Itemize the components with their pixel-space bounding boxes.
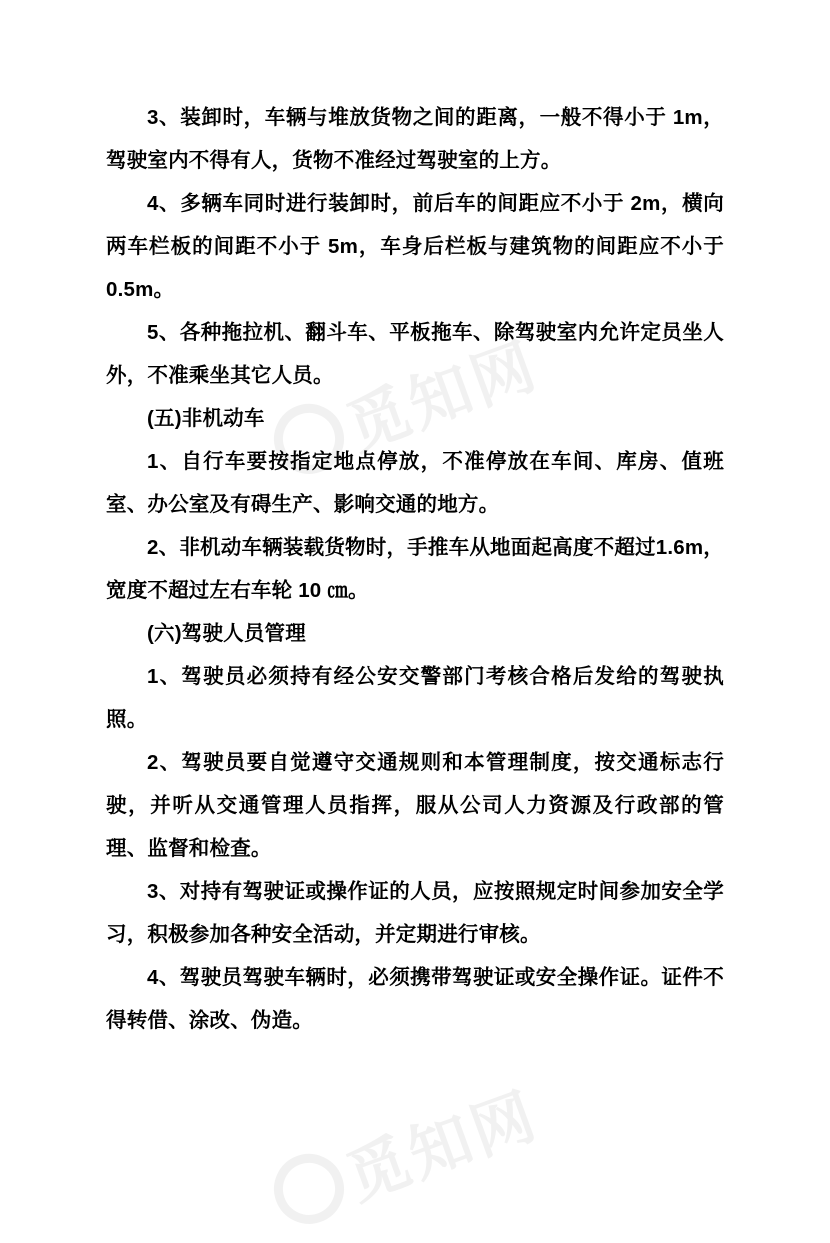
document-text-body	[106, 96, 724, 1042]
paragraph: 4、多辆车同时进行装卸时，前后车的间距应不小于 2m，横向两车栏板的间距不小于 5m，车身后栏板与建筑物的间距应不小于 0.5m。	[106, 192, 724, 301]
paragraph: 5、各种拖拉机、翻斗车、平板拖车、除驾驶室内允许定员坐人外，不准乘坐其它人员。	[106, 321, 724, 387]
section-heading: (六)驾驶人员管理	[147, 622, 306, 645]
paragraph: 3、装卸时，车辆与堆放货物之间的距离，一般不得小于 1m，驾驶室内不得有人，货物不准经过驾驶室的上方。	[106, 106, 724, 172]
watermark-text: 觅知网	[336, 328, 548, 465]
paragraph: 3、对持有驾驶证或操作证的人员，应按照规定时间参加安全学习，积极参加各种安全活动，并定期进行审核。	[106, 880, 724, 946]
watermark-bottom	[261, 1066, 549, 1243]
paragraph: 2、驾驶员要自觉遵守交通规则和本管理制度，按交通标志行驶，并听从交通管理人员指挥，服从公司人力资源及行政部的管理、监督和检查。	[106, 751, 724, 860]
section-heading: (五)非机动车	[147, 407, 265, 430]
watermark-text: 觅知网	[336, 1078, 548, 1215]
paragraph: 2、非机动车辆装载货物时，手推车从地面起高度不超过1.6m，宽度不超过左右车轮 10 ㎝。	[106, 536, 724, 602]
paragraph: 1、驾驶员必须持有经公安交警部门考核合格后发给的驾驶执照。	[106, 665, 724, 731]
watermark-ring-icon	[264, 1144, 354, 1234]
paragraph: 1、自行车要按指定地点停放，不准停放在车间、库房、值班室、办公室及有碍生产、影响交通的地方。	[106, 450, 724, 516]
paragraph: 4、驾驶员驾驶车辆时，必须携带驾驶证或安全操作证。证件不得转借、涂改、伪造。	[106, 966, 724, 1032]
